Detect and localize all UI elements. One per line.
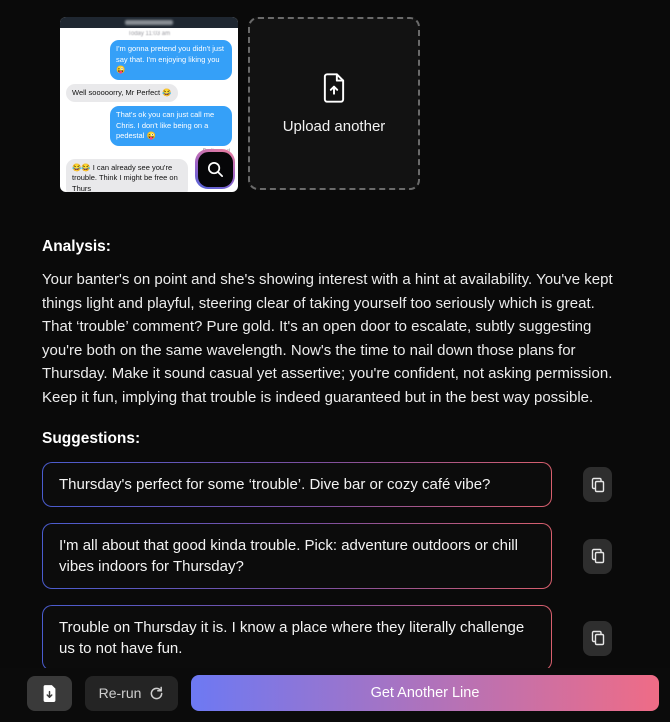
copy-icon	[591, 477, 605, 493]
analysis-body: Your banter's on point and she's showing interest with a hint at availability. You've kept things light and playful, steering clear of taking yourself too seriously which is great. That ‘trouble’ comment? Pure gold. It's an open door to escalate, subtly suggesting you're both on the same wavelength. Now's the time to nail down those plans for Thursday. Make it sound casual yet assertive; you're confident, not asking permission. Keep it fun, implying that trouble is indeed guaranteed but in the best way possible.	[42, 271, 613, 406]
rerun-label: Re-run	[98, 685, 142, 701]
suggestion-card: I'm all about that good kinda trouble. Pick: adventure outdoors or chill vibes indoors for Thursday?	[42, 523, 552, 589]
uploads-row	[60, 17, 670, 193]
copy-suggestion-button[interactable]	[583, 539, 612, 574]
refresh-icon	[149, 686, 164, 701]
suggestion-row	[42, 605, 628, 671]
file-download-icon	[42, 684, 57, 703]
suggestion-row	[42, 462, 628, 507]
get-another-line-button[interactable]: Get Another Line	[191, 675, 659, 711]
magnifier-icon	[198, 152, 233, 187]
copy-suggestion-button[interactable]	[583, 621, 612, 656]
suggestion-card: Trouble on Thursday it is. I know a place where they literally challenge us to not have fun.	[42, 605, 552, 671]
message-bubble-sent: That's ok you can just call me Chris. I don't like being on a pedestal 😜	[110, 106, 232, 146]
upload-another-dropzone[interactable]	[248, 17, 420, 190]
message-timestamp: Today 11:03 am	[127, 31, 171, 37]
suggestion-card: Thursday's perfect for some ‘trouble’. Dive bar or cozy café vibe?	[42, 462, 552, 507]
message-bubble-sent: I'm gonna pretend you didn't just say that. I'm enjoying liking you 😜	[110, 40, 232, 80]
main-content	[42, 238, 628, 671]
message-bubble-received: Well sooooorry, Mr Perfect 😂	[66, 84, 178, 103]
copy-suggestion-button[interactable]	[583, 467, 612, 502]
copy-icon	[591, 630, 605, 646]
copy-icon	[591, 548, 605, 564]
analysis-heading: Analysis:	[42, 238, 111, 255]
suggestions-heading: Suggestions:	[42, 430, 141, 447]
download-result-button[interactable]	[27, 676, 72, 711]
rerun-button[interactable]	[85, 676, 178, 711]
file-upload-icon	[320, 72, 348, 104]
upload-another-label: Upload another	[282, 118, 386, 135]
footer-action-bar	[0, 668, 670, 722]
message-bubble-received: 😂😂 I can already see you're trouble. Think I might be free on Thurs	[66, 159, 188, 193]
zoom-preview-button[interactable]	[195, 149, 235, 189]
uploaded-screenshot-thumbnail[interactable]	[60, 17, 238, 192]
suggestion-row	[42, 523, 628, 589]
message-app-header	[60, 17, 238, 28]
redacted-contact-name	[125, 20, 173, 25]
